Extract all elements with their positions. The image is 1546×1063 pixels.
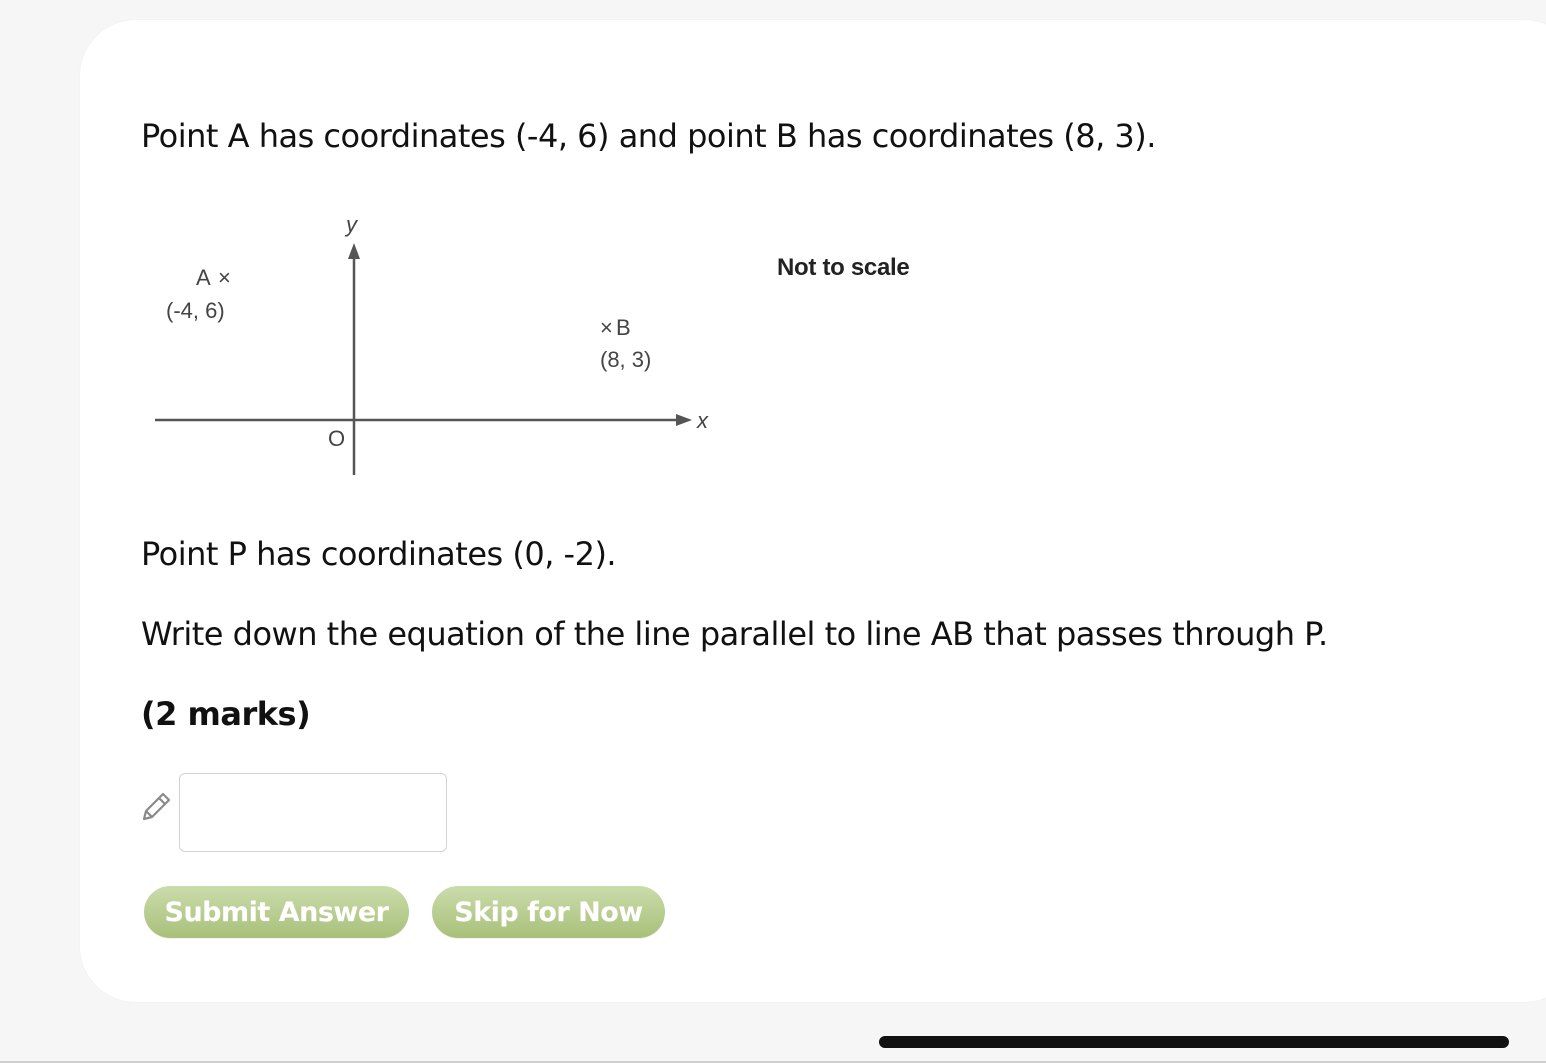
origin-label: O [328,426,346,451]
point-a-coordinates: (-4, 6) [166,298,225,323]
submit-answer-button[interactable]: Submit Answer [144,886,409,938]
point-a-marker: × [218,265,231,290]
point-a-label: A [196,265,211,290]
skip-for-now-button[interactable]: Skip for Now [432,886,665,938]
not-to-scale-note: Not to scale [777,254,910,281]
x-axis-label: x [697,408,708,433]
point-b-coordinates: (8, 3) [600,347,652,372]
pencil-icon [138,789,174,825]
x-axis-arrowhead [676,414,692,426]
y-axis-arrowhead [348,243,360,259]
question-prompt-text: Write down the equation of the line parallel to line AB that passes through P. [141,615,1328,653]
point-p-text: Point P has coordinates (0, -2). [141,535,617,573]
question-intro-text: Point A has coordinates (-4, 6) and point B has coordinates (8, 3). [141,117,1156,155]
point-b-marker: × [600,315,613,340]
point-b-label: B [616,315,631,340]
marks-label: (2 marks) [141,695,311,733]
home-indicator-bar [879,1036,1509,1048]
coordinate-diagram [140,205,740,485]
y-axis-label: y [346,212,357,237]
answer-input[interactable] [179,773,447,852]
question-card [80,20,1546,1002]
